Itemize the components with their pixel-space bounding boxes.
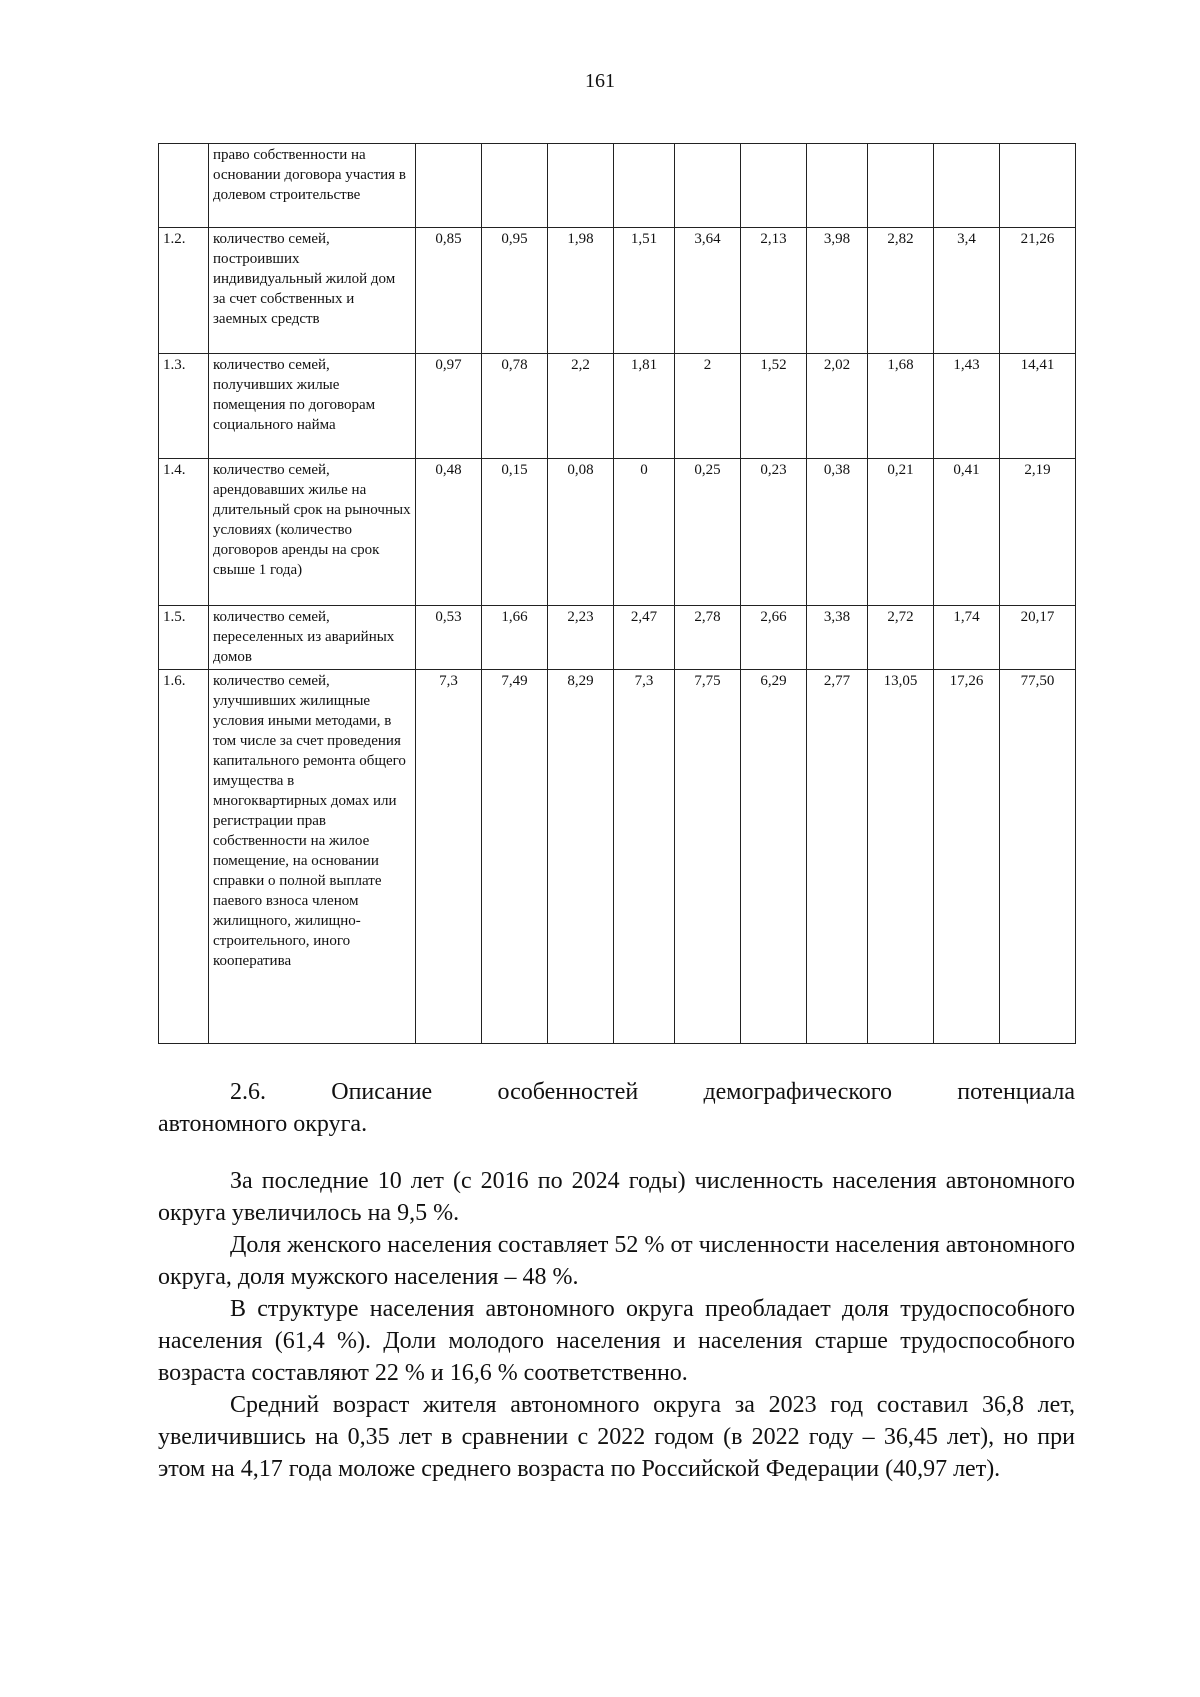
heading-word: Описание xyxy=(331,1079,433,1105)
table-cell: 2 xyxy=(675,354,741,459)
table-cell: 1,74 xyxy=(934,606,1000,670)
table-cell xyxy=(934,144,1000,228)
section-heading-line-2: автономного округа. xyxy=(158,1111,368,1137)
table-cell: 2,23 xyxy=(548,606,614,670)
table-cell xyxy=(741,144,807,228)
table-cell: 1,43 xyxy=(934,354,1000,459)
table-cell: 2,2 xyxy=(548,354,614,459)
table-cell: 2,66 xyxy=(741,606,807,670)
row-index: 1.2. xyxy=(159,228,209,354)
table-cell: 0,25 xyxy=(675,459,741,606)
paragraph: Доля женского населения составляет 52 % от численности населения автономного округа, доля мужского населения – 48 %. xyxy=(158,1232,1075,1290)
table-cell: 0,21 xyxy=(868,459,934,606)
table-cell: 0,48 xyxy=(416,459,482,606)
table-cell: 17,26 xyxy=(934,670,1000,1044)
table-cell: 2,13 xyxy=(741,228,807,354)
table-cell xyxy=(416,144,482,228)
table-cell: 0,15 xyxy=(482,459,548,606)
body-text xyxy=(158,1165,1075,1485)
table-cell: 2,47 xyxy=(614,606,675,670)
table-cell: 7,49 xyxy=(482,670,548,1044)
row-label: количество семей, улучшивших жилищные условия иными методами, в том числе за счет проведения капитального ремонта общего имущества в многоквартирных домах или регистрации прав собственности на жилое помещение, на основании справки о полной выплате паевого взноса членом жилищного, жилищно-строительного, иного кооператива xyxy=(209,670,416,1044)
row-label: количество семей, построивших индивидуальный жилой дом за счет собственных и заемных средств xyxy=(209,228,416,354)
table-cell: 0,97 xyxy=(416,354,482,459)
table-cell: 1,66 xyxy=(482,606,548,670)
heading-word: демографического xyxy=(703,1079,893,1105)
row-label: количество семей, переселенных из аварийных домов xyxy=(209,606,416,670)
table-cell: 2,82 xyxy=(868,228,934,354)
table-cell: 0,95 xyxy=(482,228,548,354)
row-index: 1.5. xyxy=(159,606,209,670)
table-cell: 2,78 xyxy=(675,606,741,670)
table-row xyxy=(159,228,1076,354)
table-row xyxy=(159,144,1076,228)
table-cell xyxy=(675,144,741,228)
table-cell xyxy=(868,144,934,228)
table-cell: 2,72 xyxy=(868,606,934,670)
table-cell: 2,77 xyxy=(807,670,868,1044)
table-cell: 8,29 xyxy=(548,670,614,1044)
table-cell: 13,05 xyxy=(868,670,934,1044)
section-heading-line-1 xyxy=(158,1076,1075,1108)
paragraph: Средний возраст жителя автономного округа за 2023 год составил 36,8 лет, увеличившись на 0,35 лет в сравнении с 2022 годом (в 2022 году – 36,45 лет), но при этом на 4,17 года моложе среднего возраста по Российской Федерации (40,97 лет). xyxy=(158,1392,1075,1482)
housing-indicators-table xyxy=(158,143,1076,1044)
table-cell: 1,81 xyxy=(614,354,675,459)
table-cell: 3,4 xyxy=(934,228,1000,354)
table-cell: 1,52 xyxy=(741,354,807,459)
table-row xyxy=(159,670,1076,1044)
table-cell: 0,08 xyxy=(548,459,614,606)
table-cell: 2,02 xyxy=(807,354,868,459)
paragraph: За последние 10 лет (с 2016 по 2024 годы) численность населения автономного округа увеличилось на 9,5 %. xyxy=(158,1168,1075,1226)
table-cell: 1,51 xyxy=(614,228,675,354)
table-cell: 2,19 xyxy=(1000,459,1076,606)
table-cell: 1,68 xyxy=(868,354,934,459)
table-cell: 0,53 xyxy=(416,606,482,670)
table-cell: 20,17 xyxy=(1000,606,1076,670)
table-cell xyxy=(482,144,548,228)
table-cell: 3,38 xyxy=(807,606,868,670)
table-cell: 0,41 xyxy=(934,459,1000,606)
table-cell: 7,75 xyxy=(675,670,741,1044)
row-label: количество семей, арендовавших жилье на длительный срок на рыночных условиях (количество договоров аренды на срок свыше 1 года) xyxy=(209,459,416,606)
table-cell xyxy=(548,144,614,228)
heading-word: потенциала xyxy=(957,1079,1075,1105)
table-row xyxy=(159,354,1076,459)
row-index xyxy=(159,144,209,228)
table-cell: 77,50 xyxy=(1000,670,1076,1044)
row-label: право собственности на основании договора участия в долевом строительстве xyxy=(209,144,416,228)
table-cell: 14,41 xyxy=(1000,354,1076,459)
table-cell: 0,23 xyxy=(741,459,807,606)
table-cell: 3,64 xyxy=(675,228,741,354)
section-heading xyxy=(158,1076,1075,1140)
row-index: 1.3. xyxy=(159,354,209,459)
table-cell: 7,3 xyxy=(416,670,482,1044)
section-number: 2.6. xyxy=(230,1079,266,1105)
table-cell: 3,98 xyxy=(807,228,868,354)
table-cell: 0,78 xyxy=(482,354,548,459)
table-cell: 6,29 xyxy=(741,670,807,1044)
table-cell xyxy=(807,144,868,228)
table-cell: 0 xyxy=(614,459,675,606)
table-cell xyxy=(1000,144,1076,228)
heading-word: особенностей xyxy=(497,1079,639,1105)
table-cell: 0,38 xyxy=(807,459,868,606)
row-label: количество семей, получивших жилые помещения по договорам социального найма xyxy=(209,354,416,459)
row-index: 1.4. xyxy=(159,459,209,606)
table-row xyxy=(159,606,1076,670)
table-cell: 1,98 xyxy=(548,228,614,354)
table-cell: 7,3 xyxy=(614,670,675,1044)
table-cell xyxy=(614,144,675,228)
page-number: 161 xyxy=(585,70,615,92)
table-row xyxy=(159,459,1076,606)
paragraph: В структуре населения автономного округа преобладает доля трудоспособного населения (61,4 %). Доли молодого населения и населения старше трудоспособного возраста составляют 22 % и 16,6 % соответственно. xyxy=(158,1296,1075,1386)
row-index: 1.6. xyxy=(159,670,209,1044)
table-cell: 21,26 xyxy=(1000,228,1076,354)
table-cell: 0,85 xyxy=(416,228,482,354)
